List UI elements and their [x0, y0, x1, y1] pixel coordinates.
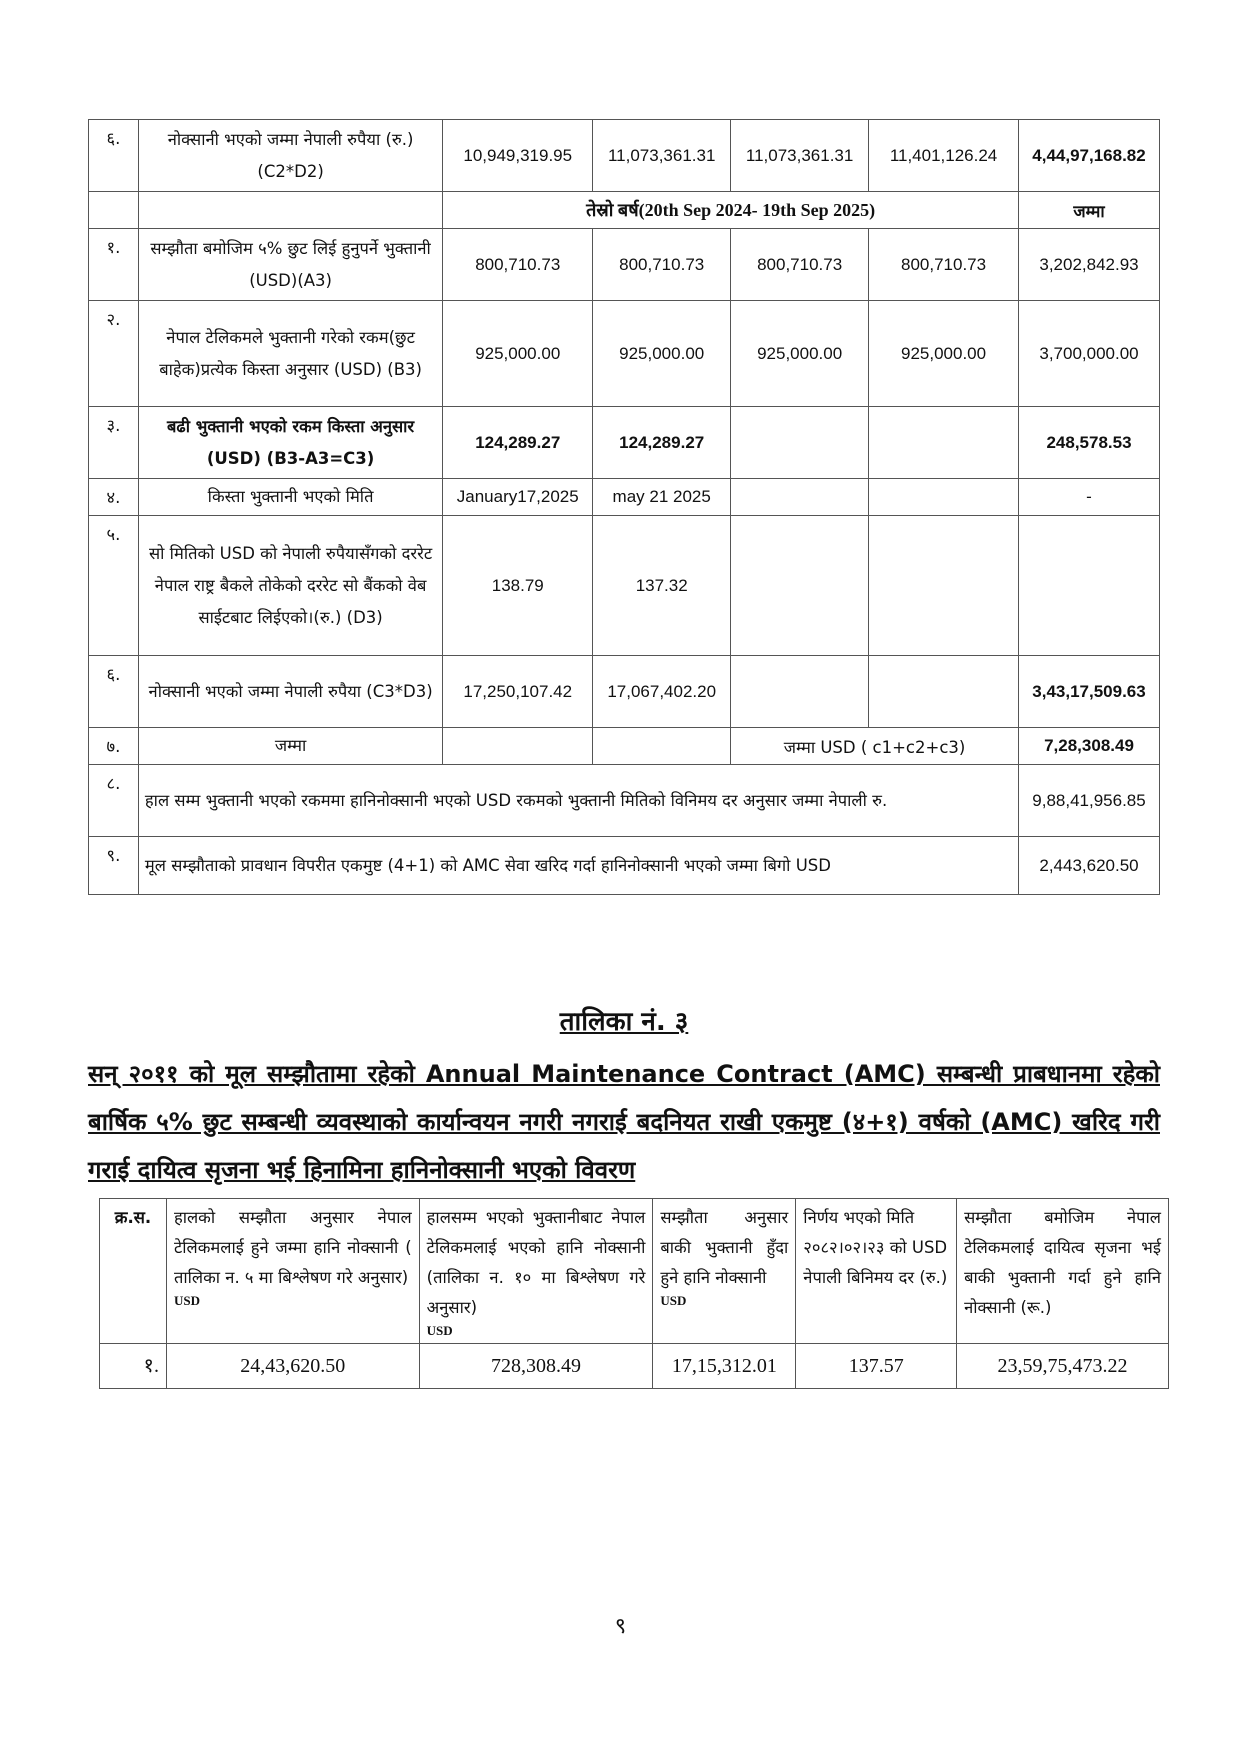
page-number: ९ [614, 1614, 627, 1639]
header-total-loss-label: हालको सम्झौता अनुसार नेपाल टेलिकमलाई हुने जम्मा हानि नोक्सानी ( तालिका न. ५ मा बिश्लेषण गरे अनुसार) [173, 1208, 412, 1287]
value-cell: 138.79 [443, 516, 593, 656]
value-cell: 24,43,620.50 [166, 1344, 419, 1389]
value-cell: 11,073,361.31 [731, 120, 869, 192]
description-cell: नोक्सानी भएको जम्मा नेपाली रुपैया (C3*D3) [138, 656, 442, 728]
total-header-label: जम्मा [1019, 192, 1160, 229]
header-unit: USD [426, 1323, 453, 1338]
value-cell: may 21 2025 [593, 479, 731, 516]
serial-cell: १. [89, 229, 139, 301]
value-cell: 11,401,126.24 [869, 120, 1019, 192]
amc-loss-summary-table [99, 1198, 1169, 1389]
description-cell: जम्मा [138, 728, 442, 765]
description-cell: नोक्सानी भएको जम्मा नेपाली रुपैया (रु.) (C2*D2) [138, 120, 442, 192]
total-cell: 7,28,308.49 [1019, 728, 1160, 765]
serial-cell: ५. [89, 516, 139, 656]
description-cell: मूल सम्झौताको प्रावधान विपरीत एकमुष्ट (4+1) को AMC सेवा खरिद गर्दा हानिनोक्सानी भएको जम्मा बिगो USD [138, 837, 1018, 895]
header-liability-loss-label: सम्झौता बमोजिम नेपाल टेलिकमलाई दायित्व सृजना भई बाकी भुक्तानी गर्दा हुने हानि नोक्सानी (रू.) [964, 1208, 1161, 1317]
description-cell: बढी भुक्तानी भएको रकम किस्ता अनुसार (USD) (B3-A3=C3) [138, 407, 442, 479]
serial-cell: ७. [89, 728, 139, 765]
header-paid-loss [419, 1199, 653, 1344]
value-cell: 137.32 [593, 516, 731, 656]
table-row [89, 765, 1160, 837]
value-cell: 137.57 [796, 1344, 957, 1389]
value-cell: 124,289.27 [593, 407, 731, 479]
total-cell: 2,443,620.50 [1019, 837, 1160, 895]
serial-cell: ९. [89, 837, 139, 895]
value-cell: 23,59,75,473.22 [957, 1344, 1169, 1389]
table-row [89, 229, 1160, 301]
value-cell: 925,000.00 [443, 301, 593, 407]
table-row [89, 301, 1160, 407]
loss-table-third-year [88, 119, 1160, 895]
description-cell: नेपाल टेलिकमले भुक्तानी गरेको रकम(छुट बाहेक)प्रत्येक किस्ता अनुसार (USD) (B3) [138, 301, 442, 407]
total-cell: 3,43,17,509.63 [1019, 656, 1160, 728]
header-unit: USD [660, 1293, 687, 1308]
header-total-loss [166, 1199, 419, 1344]
table-row [100, 1344, 1169, 1389]
header-exchange-rate [796, 1199, 957, 1344]
value-cell: 925,000.00 [869, 301, 1019, 407]
serial-cell: ३. [89, 407, 139, 479]
value-cell: 800,710.73 [869, 229, 1019, 301]
value-cell: January17,2025 [443, 479, 593, 516]
header-unit: USD [173, 1293, 200, 1308]
sum-label-cell: जम्मा USD ( c1+c2+c3) [731, 728, 1019, 765]
section-heading: सन् २०११ को मूल सम्झौतामा रहेको Annual Maintenance Contract (AMC) सम्बन्धी प्राबधानमा रहेको बार्षिक ५% छुट सम्बन्धी व्यवस्थाको कार्यान्वयन नगरी नगराई बदनियत राखी एकमुष्ट (४+१) वर्षको (AMC) खरिद गरी गराई दायित्व सृजना भई हिनामिना हानिनोक्सानी भएको विवरण [88, 1060, 1160, 1184]
total-cell: 3,700,000.00 [1019, 301, 1160, 407]
serial-cell: १. [100, 1344, 167, 1389]
table-row [89, 837, 1160, 895]
header-serial: क्र.स. [100, 1199, 167, 1344]
value-cell: 925,000.00 [731, 301, 869, 407]
table-row [89, 120, 1160, 192]
table-title: तालिका नं. ३ [559, 1007, 689, 1037]
value-cell: 800,710.73 [443, 229, 593, 301]
table-row [89, 728, 1160, 765]
total-cell: 248,578.53 [1019, 407, 1160, 479]
header-remaining-loss-label: सम्झौता अनुसार बाकी भुक्तानी हुँदा हुने हानि नोक्सानी [660, 1208, 789, 1287]
serial-cell: ८. [89, 765, 139, 837]
total-cell: 9,88,41,956.85 [1019, 765, 1160, 837]
description-cell: हाल सम्म भुक्तानी भएको रकममा हानिनोक्सानी भएको USD रकमको भुक्तानी मितिको विनिमय दर अनुसार जम्मा नेपाली रु. [138, 765, 1018, 837]
value-cell: 17,067,402.20 [593, 656, 731, 728]
value-cell: 800,710.73 [731, 229, 869, 301]
header-paid-loss-label: हालसम्म भएको भुक्तानीबाट नेपाल टेलिकमलाई भएको हानि नोक्सानी (तालिका न. १० मा बिश्लेषण गरे अनुसार) [426, 1208, 646, 1317]
serial-cell: ६. [89, 656, 139, 728]
table-row [89, 479, 1160, 516]
year-header-row [89, 192, 1160, 229]
description-cell: किस्ता भुक्तानी भएको मिति [138, 479, 442, 516]
table-row [89, 407, 1160, 479]
header-remaining-loss [653, 1199, 796, 1344]
value-cell: 925,000.00 [593, 301, 731, 407]
value-cell: 11,073,361.31 [593, 120, 731, 192]
value-cell: 17,250,107.42 [443, 656, 593, 728]
total-cell: - [1019, 479, 1160, 516]
value-cell: 10,949,319.95 [443, 120, 593, 192]
serial-cell: २. [89, 301, 139, 407]
serial-cell: ४. [89, 479, 139, 516]
value-cell: 728,308.49 [419, 1344, 653, 1389]
header-exchange-rate-label: निर्णय भएको मिति २०८२।०२।२३ को USD नेपाली बिनिमय दर (रु.) [803, 1208, 948, 1287]
header-liability-loss [957, 1199, 1169, 1344]
table-header-row [100, 1199, 1169, 1344]
total-cell: 4,44,97,168.82 [1019, 120, 1160, 192]
value-cell: 800,710.73 [593, 229, 731, 301]
year-header-label: तेस्रो बर्ष(20th Sep 2024- 19th Sep 2025) [443, 192, 1019, 229]
value-cell: 124,289.27 [443, 407, 593, 479]
table-row [89, 516, 1160, 656]
description-cell: सम्झौता बमोजिम ५% छुट लिई हुनुपर्ने भुक्तानी (USD)(A3) [138, 229, 442, 301]
serial-cell: ६. [89, 120, 139, 192]
table-row [89, 656, 1160, 728]
value-cell: 17,15,312.01 [653, 1344, 796, 1389]
total-cell: 3,202,842.93 [1019, 229, 1160, 301]
description-cell: सो मितिको USD को नेपाली रुपैयासँगको दररेट नेपाल राष्ट्र बैकले तोकेको दररेट सो बैंकको वेब साईटबाट लिईएको।(रु.) (D3) [138, 516, 442, 656]
